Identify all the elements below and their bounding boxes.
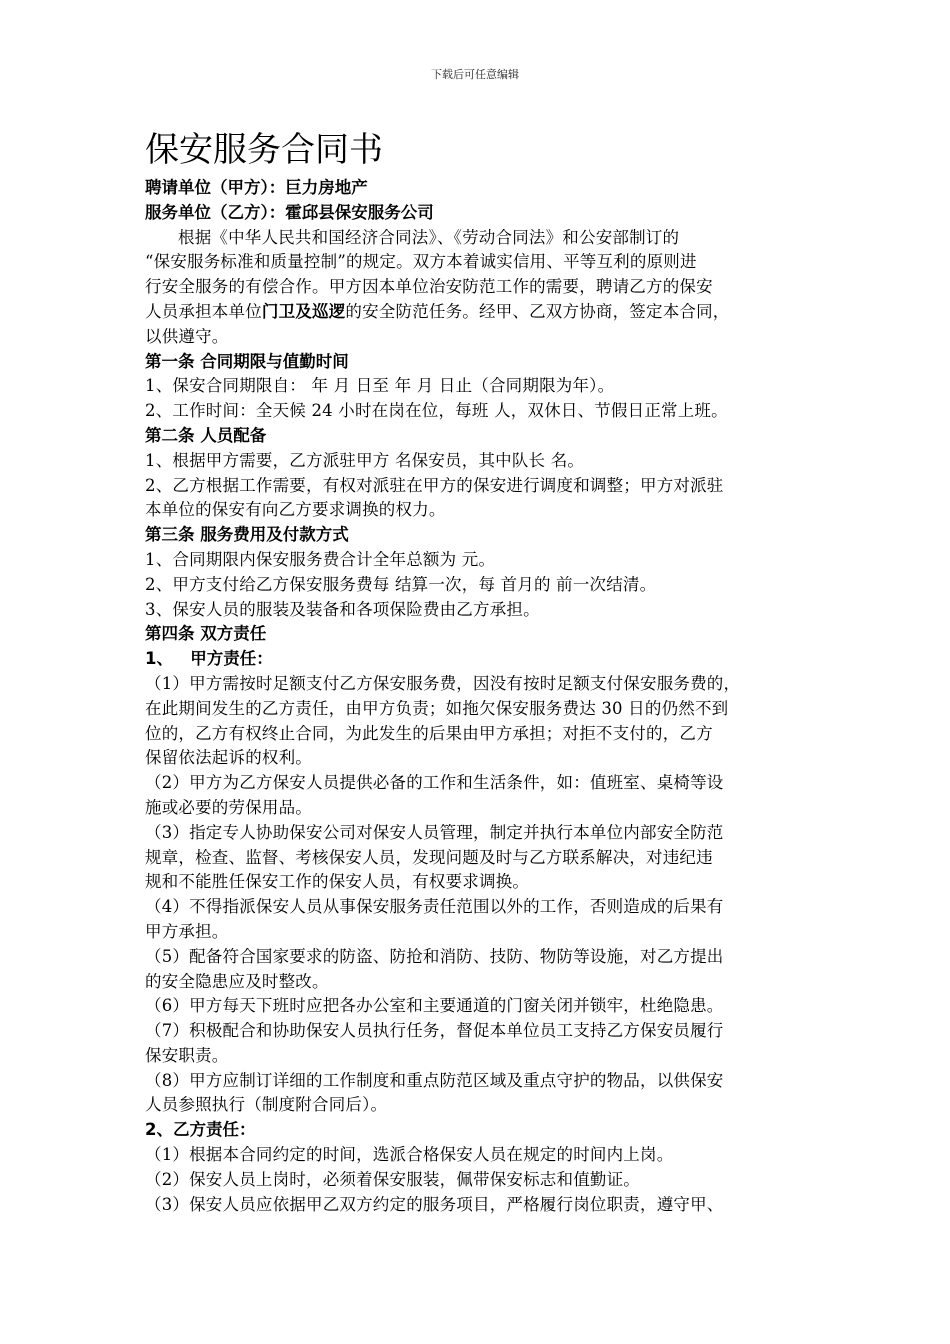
party-a-duty-line: 施或必要的劳保用品。: [145, 797, 312, 817]
article-3-heading: 第三条 服务费用及付款方式: [145, 525, 349, 545]
intro-line: 行安全服务的有偿合作。甲方因本单位治安防范工作的需要，聘请乙方的保安: [145, 277, 713, 297]
party-a-duty-line: （7）积极配合和协助保安人员执行任务，督促本单位员工支持乙方保安员履行: [145, 1021, 724, 1041]
intro-text: 人员承担本单位: [145, 301, 262, 321]
article-1-heading: 第一条 合同期限与值勤时间: [145, 351, 349, 371]
intro-line: 以供遵守。: [145, 326, 229, 346]
party-a-duty-line: 位的，乙方有权终止合同，为此发生的后果由甲方承担；对拒不支付的，乙方: [145, 723, 713, 743]
party-a-duties-heading: 1、 甲方责任：: [145, 649, 273, 669]
article-3-item: 3、保安人员的服装及装备和各项保险费由乙方承担。: [145, 599, 540, 619]
page-header: 下载后可任意编辑: [431, 68, 519, 81]
party-b: 服务单位（乙方）：霍邱县保安服务公司: [145, 202, 434, 222]
article-2-heading: 第二条 人员配备: [145, 425, 267, 445]
party-b-duties-heading: 2、乙方责任：: [145, 1120, 256, 1140]
article-1-item: 2、工作时间：全天候 24 小时在岗在位，每班 人，双休日、节假日正常上班。: [145, 401, 728, 421]
party-b-duty-line: （3）保安人员应依据甲乙双方约定的服务项目，严格履行岗位职责，遵守甲、: [145, 1194, 724, 1214]
intro-text: 的安全防范任务。经甲、乙双方协商，签定本合同，: [345, 301, 730, 321]
party-a-duty-line: （8）甲方应制订详细的工作制度和重点防范区域及重点守护的物品，以供保安: [145, 1070, 724, 1090]
party-a: 聘请单位（甲方）：巨力房地产: [145, 178, 368, 197]
party-b-duty-line: （2）保安人员上岗时，必须着保安服装，佩带保安标志和值勤证。: [145, 1169, 640, 1189]
intro-line: [145, 300, 825, 325]
party-a-duty-line: 规章，检查、监督、考核保安人员，发现问题及时与乙方联系解决，对违纪违: [145, 847, 713, 867]
article-3-item: 1、合同期限内保安服务费合计全年总额为 元。: [145, 549, 496, 569]
intro-line: 根据《中华人民共和国经济合同法》、《劳动合同法》和公安部制订的: [178, 227, 680, 247]
article-4-heading: 第四条 双方责任: [145, 624, 267, 644]
document-body: [145, 128, 825, 1217]
party-a-duty-line: 的安全隐患应及时整改。: [145, 971, 329, 991]
party-a-duty-line: 保安职责。: [145, 1045, 229, 1065]
party-a-duty-line: （2）甲方为乙方保安人员提供必备的工作和生活条件，如：值班室、桌椅等设: [145, 773, 724, 793]
party-a-duty-line: 甲方承担。: [145, 921, 229, 941]
party-a-duty-line: （6）甲方每天下班时应把各办公室和主要通道的门窗关闭并锁牢，杜绝隐患。: [145, 996, 724, 1016]
article-3-item: 2、甲方支付给乙方保安服务费每 结算一次，每 首月的 前一次结清。: [145, 574, 657, 594]
party-a-duty-line: （4）不得指派保安人员从事保安服务责任范围以外的工作，否则造成的后果有: [145, 897, 724, 917]
intro-line: “保安服务标准和质量控制”的规定。双方本着诚实信用、平等互利的原则进: [145, 252, 697, 272]
party-a-duty-line: （5）配备符合国家要求的防盗、防抢和消防、技防、物防等设施，对乙方提出: [145, 946, 724, 966]
article-1-item: 1、保安合同期限自： 年 月 日至 年 月 日止（合同期限为年）。: [145, 376, 615, 396]
party-a-duty-line: 保留依法起诉的权利。: [145, 748, 312, 768]
article-2-item: 2、乙方根据工作需要，有权对派驻在甲方的保安进行调度和调整；甲方对派驻: [145, 475, 724, 495]
article-2-item: 1、根据甲方需要，乙方派驻甲方 名保安员，其中队长 名。: [145, 450, 585, 470]
party-a-duty-line: 人员参照执行（制度附合同后）。: [145, 1095, 388, 1115]
article-2-item: 本单位的保安有向乙方要求调换的权力。: [145, 500, 446, 520]
party-a-duty-line: 在此期间发生的乙方责任，由甲方负责；如拖欠保安服务费达 30 日的仍然不到: [145, 698, 729, 718]
document-title: 保安服务合同书: [145, 130, 383, 170]
party-a-duty-line: 规和不能胜任保安工作的保安人员，有权要求调换。: [145, 872, 530, 892]
party-a-duty-line: （1）甲方需按时足额支付乙方保安服务费，因没有按时足额支付保安服务费的，: [145, 673, 741, 693]
intro-bold-duty: 门卫及巡逻: [261, 301, 346, 321]
party-a-duty-line: （3）指定专人协助保安公司对保安人员管理，制定并执行本单位内部安全防范: [145, 822, 724, 842]
party-b-duty-line: （1）根据本合同约定的时间，选派合格保安人员在规定的时间内上岗。: [145, 1145, 674, 1165]
